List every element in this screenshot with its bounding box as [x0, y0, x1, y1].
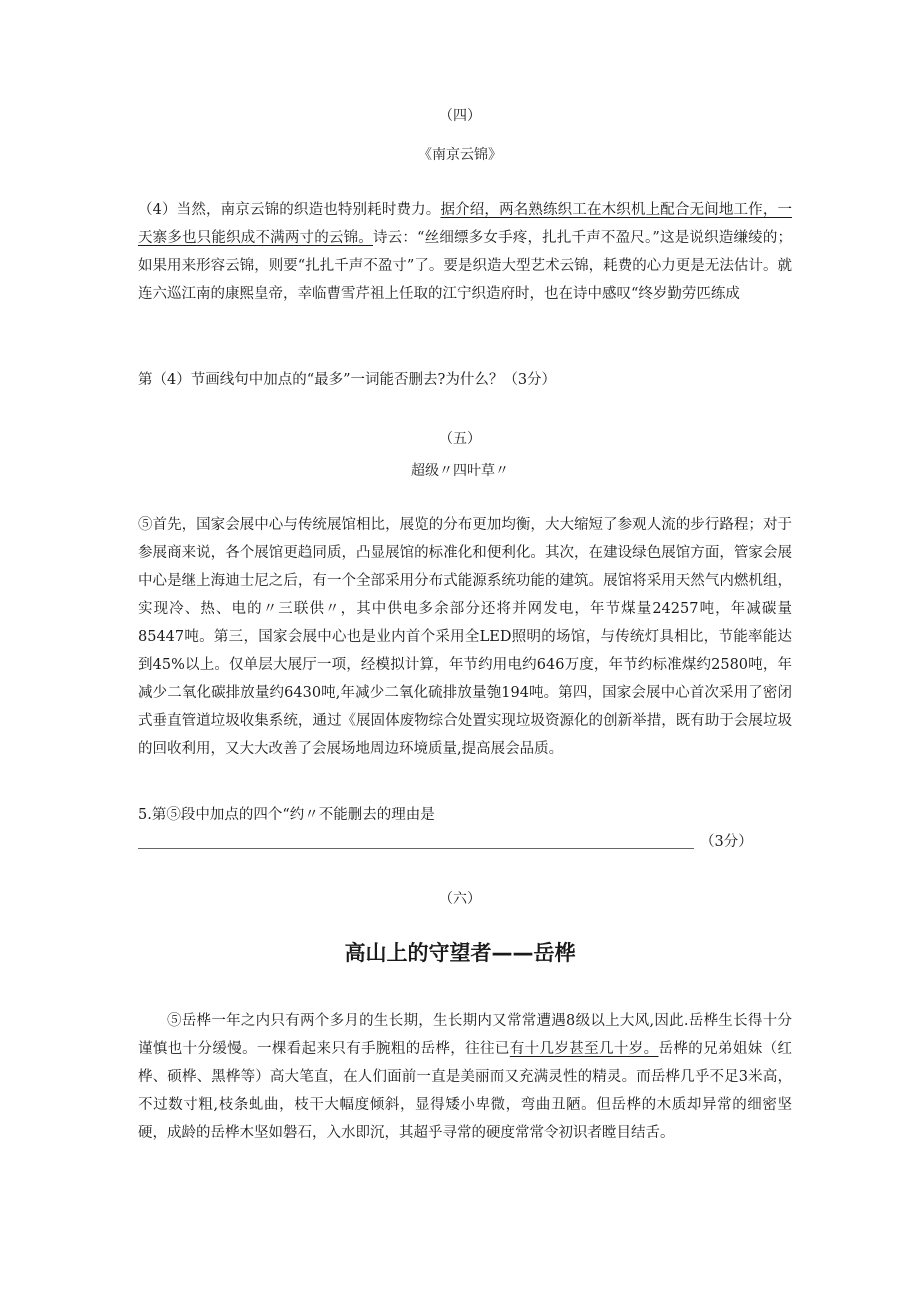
- section-5-title: 超级〃四叶草〃: [411, 463, 509, 479]
- answer-blank-line: [138, 848, 694, 849]
- paragraph-text: （4）当然，南京云锦的织造也特别耗时费力。: [138, 202, 441, 218]
- section-6-title: 高山上的守望者——岳桦: [344, 941, 576, 965]
- question-4: 第（4）节画线句中加点的“最多”一词能否删去?为什么？（3分）: [138, 372, 557, 388]
- underlined-sentence: 据介绍，两名熟练织工在木织机上配合无间地工作，一天寨多也只能织成不满两寸的云锦。: [138, 202, 792, 246]
- section-6-paragraph: [138, 1007, 792, 1147]
- section-5-heading: （五）: [439, 431, 481, 447]
- section-4-title: 《南京云锦》: [418, 147, 502, 163]
- section-4-heading: （四）: [439, 108, 481, 124]
- paragraph-text: 诗云：“丝细缥多女手疼，扎扎千声不盈尺。”这是说织造缣绫的；如果用来形容云锦，则要“扎扎千声不盈寸”了。要是织造大型艺术云锦，耗费的心力更是无法估计。就连六巡江南的康熙皇帝，幸临曹雪芹祖上任取的江宁织造府时，也在诗中感叹“终岁勤劳匹练成: [138, 230, 793, 302]
- paragraph-text: 岳桦的兄弟姐妹（红桦、硕桦、黑桦等）高大笔直，在人们面前一直是美丽而又充满灵性的精灵。而岳桦几乎不足3米高，不过数寸粗,枝条虬曲，枝干大幅度倾斜，显得矮小卑微，弯曲丑陋。但岳桦的木质却异常的细密坚硬，成龄的岳桦木坚如磐石，入水即沉，其超乎寻常的硬度常常令初识者瞠目结舌。: [138, 1041, 793, 1141]
- section-4-paragraph: [138, 196, 792, 308]
- paragraph-text: ⑤岳桦一年之内只有两个多月的生长期，生长期内又常常遭遇8级以上大风,因此.岳桦生长得十分谨慎也十分缓慢。一棵看起来只有手腕粗的岳桦，往往已: [138, 1013, 792, 1057]
- section-5-paragraph: ⑤首先，国家会展中心与传统展馆相比，展览的分布更加均衡，大大缩短了参观人流的步行路程；对于参展商来说，各个展馆更趋同质，凸显展馆的标准化和便利化。其次，在建设绿色展馆方面，管家会展中心是继上海迪士尼之后，有一个全部采用分布式能源系统功能的建筑。展馆将采用天然气内燃机组，实现冷、热、电的〃三联供〃，其中供电多余部分还将并网发电，年节煤量24257吨，年减碳量85447吨。第三，国家会展中心也是业内首个采用全LED照明的场馆，与传统灯具相比，节能率能达到45%以上。仅单层大展厅一项，经模拟计算，年节约用电约646万度，年节约标准煤约2580吨，年减少二氧化碳排放量约6430吨,年减少二氧化硫排放量匏194吨。第四，国家会展中心首次采用了密闭式垂直管道垃圾收集系统，通过《展固体废物综合处置实现垃圾资源化的创新举措，既有助于会展垃圾的回收利用，又大大改善了会展场地周边环境质量,提高展会品质。: [138, 517, 792, 757]
- question-5-score: （3分）: [700, 834, 753, 850]
- underlined-phrase: 有十几岁甚至几十岁。: [509, 1041, 659, 1057]
- question-5: 5.第⑤段中加点的四个“约〃不能删去的理由是: [138, 807, 435, 823]
- section-6-heading: （六）: [439, 891, 481, 907]
